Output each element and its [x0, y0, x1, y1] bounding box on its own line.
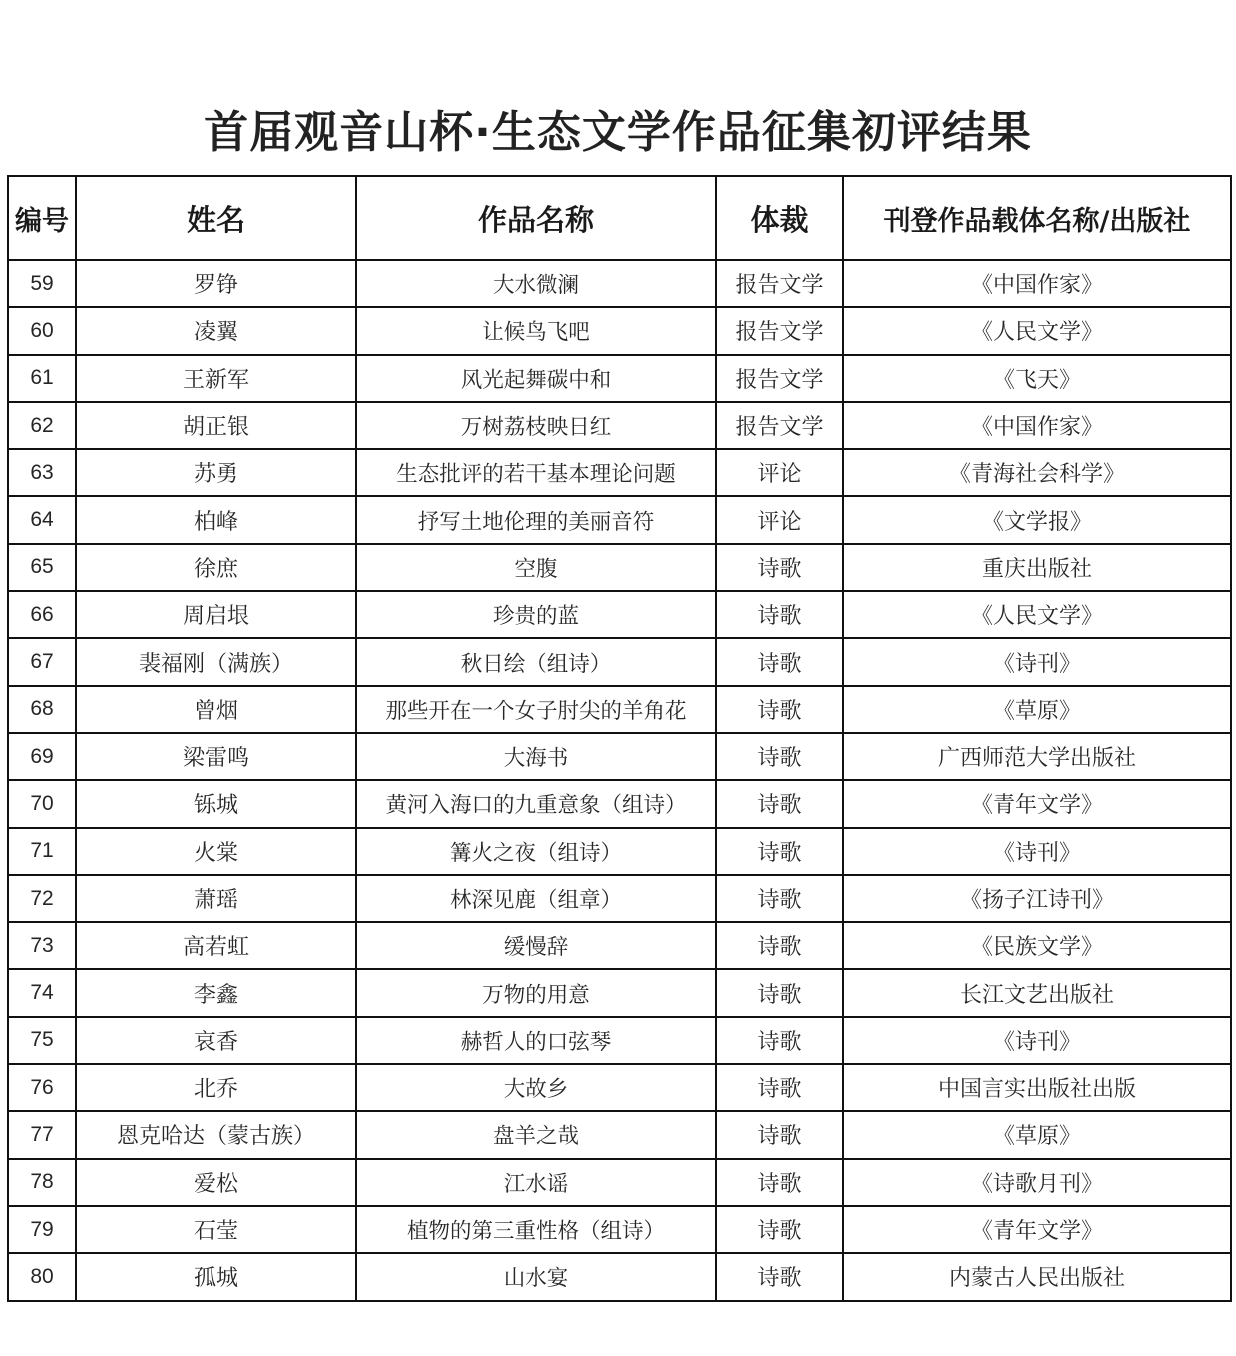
cell-genre: 评论	[716, 496, 843, 543]
cell-publisher: 《诗刊》	[843, 1017, 1231, 1064]
cell-genre: 诗歌	[716, 922, 843, 969]
cell-publisher: 《诗刊》	[843, 638, 1231, 685]
table-row	[8, 1253, 1231, 1300]
cell-number: 76	[8, 1064, 76, 1111]
cell-name: 胡正银	[76, 402, 356, 449]
table-row	[8, 307, 1231, 354]
header-row	[8, 176, 1231, 260]
cell-publisher: 《人民文学》	[843, 307, 1231, 354]
cell-number: 79	[8, 1206, 76, 1253]
table-row	[8, 828, 1231, 875]
cell-genre: 报告文学	[716, 402, 843, 449]
cell-publisher: 《文学报》	[843, 496, 1231, 543]
cell-genre: 诗歌	[716, 1064, 843, 1111]
cell-name: 曾烟	[76, 686, 356, 733]
cell-number: 66	[8, 591, 76, 638]
cell-number: 65	[8, 544, 76, 591]
cell-number: 73	[8, 922, 76, 969]
cell-work-title: 赫哲人的口弦琴	[356, 1017, 716, 1064]
cell-number: 72	[8, 875, 76, 922]
table-header	[8, 176, 1231, 260]
cell-name: 哀香	[76, 1017, 356, 1064]
table-row	[8, 780, 1231, 827]
table-row	[8, 638, 1231, 685]
cell-number: 80	[8, 1253, 76, 1300]
header-work: 作品名称	[356, 176, 716, 260]
cell-publisher: 内蒙古人民出版社	[843, 1253, 1231, 1300]
cell-name: 周启垠	[76, 591, 356, 638]
table-row	[8, 1017, 1231, 1064]
cell-number: 71	[8, 828, 76, 875]
cell-name: 铄城	[76, 780, 356, 827]
cell-publisher: 广西师范大学出版社	[843, 733, 1231, 780]
cell-number: 78	[8, 1159, 76, 1206]
cell-name: 柏峰	[76, 496, 356, 543]
header-publisher: 刊登作品载体名称/出版社	[843, 176, 1231, 260]
cell-number: 62	[8, 402, 76, 449]
cell-genre: 诗歌	[716, 1111, 843, 1158]
table-row	[8, 355, 1231, 402]
cell-genre: 报告文学	[716, 260, 843, 307]
cell-name: 高若虹	[76, 922, 356, 969]
cell-genre: 诗歌	[716, 544, 843, 591]
cell-work-title: 珍贵的蓝	[356, 591, 716, 638]
cell-work-title: 盘羊之哉	[356, 1111, 716, 1158]
table-row	[8, 449, 1231, 496]
header-genre: 体裁	[716, 176, 843, 260]
cell-work-title: 万物的用意	[356, 969, 716, 1016]
table-row	[8, 1159, 1231, 1206]
cell-name: 梁雷鸣	[76, 733, 356, 780]
cell-publisher: 《青年文学》	[843, 1206, 1231, 1253]
cell-number: 77	[8, 1111, 76, 1158]
cell-work-title: 大海书	[356, 733, 716, 780]
cell-work-title: 山水宴	[356, 1253, 716, 1300]
cell-number: 74	[8, 969, 76, 1016]
cell-genre: 诗歌	[716, 1159, 843, 1206]
table-row	[8, 591, 1231, 638]
cell-genre: 诗歌	[716, 969, 843, 1016]
cell-name: 李鑫	[76, 969, 356, 1016]
cell-genre: 诗歌	[716, 875, 843, 922]
cell-name: 罗铮	[76, 260, 356, 307]
cell-genre: 诗歌	[716, 638, 843, 685]
cell-number: 68	[8, 686, 76, 733]
cell-publisher: 《中国作家》	[843, 260, 1231, 307]
table-row	[8, 969, 1231, 1016]
cell-number: 64	[8, 496, 76, 543]
cell-publisher: 《扬子江诗刊》	[843, 875, 1231, 922]
cell-work-title: 江水谣	[356, 1159, 716, 1206]
header-name: 姓名	[76, 176, 356, 260]
cell-name: 裴福刚（满族）	[76, 638, 356, 685]
cell-name: 火棠	[76, 828, 356, 875]
table-row	[8, 544, 1231, 591]
cell-publisher: 《中国作家》	[843, 402, 1231, 449]
cell-number: 67	[8, 638, 76, 685]
cell-genre: 报告文学	[716, 355, 843, 402]
cell-work-title: 秋日绘（组诗）	[356, 638, 716, 685]
cell-number: 69	[8, 733, 76, 780]
cell-number: 70	[8, 780, 76, 827]
cell-work-title: 空腹	[356, 544, 716, 591]
cell-publisher: 《人民文学》	[843, 591, 1231, 638]
cell-number: 75	[8, 1017, 76, 1064]
cell-genre: 诗歌	[716, 1206, 843, 1253]
cell-publisher: 《草原》	[843, 686, 1231, 733]
cell-name: 凌翼	[76, 307, 356, 354]
cell-genre: 评论	[716, 449, 843, 496]
cell-name: 孤城	[76, 1253, 356, 1300]
cell-publisher: 《诗刊》	[843, 828, 1231, 875]
cell-publisher: 《诗歌月刊》	[843, 1159, 1231, 1206]
table-row	[8, 402, 1231, 449]
header-number: 编号	[8, 176, 76, 260]
cell-genre: 诗歌	[716, 733, 843, 780]
cell-work-title: 大故乡	[356, 1064, 716, 1111]
cell-name: 爱松	[76, 1159, 356, 1206]
cell-publisher: 《青年文学》	[843, 780, 1231, 827]
results-table	[7, 175, 1232, 1302]
table-row	[8, 1064, 1231, 1111]
cell-work-title: 万树荔枝映日红	[356, 402, 716, 449]
cell-work-title: 大水微澜	[356, 260, 716, 307]
cell-work-title: 篝火之夜（组诗）	[356, 828, 716, 875]
cell-genre: 报告文学	[716, 307, 843, 354]
table-row	[8, 260, 1231, 307]
cell-publisher: 《飞天》	[843, 355, 1231, 402]
cell-work-title: 那些开在一个女子肘尖的羊角花	[356, 686, 716, 733]
cell-name: 王新军	[76, 355, 356, 402]
table-row	[8, 686, 1231, 733]
table-body	[8, 260, 1231, 1301]
cell-genre: 诗歌	[716, 780, 843, 827]
cell-work-title: 生态批评的若干基本理论问题	[356, 449, 716, 496]
cell-genre: 诗歌	[716, 828, 843, 875]
cell-work-title: 抒写土地伦理的美丽音符	[356, 496, 716, 543]
cell-publisher: 《民族文学》	[843, 922, 1231, 969]
cell-work-title: 缓慢辞	[356, 922, 716, 969]
cell-genre: 诗歌	[716, 686, 843, 733]
document-title: 首届观音山杯·生态文学作品征集初评结果	[204, 107, 1032, 158]
table-row	[8, 875, 1231, 922]
cell-name: 苏勇	[76, 449, 356, 496]
cell-genre: 诗歌	[716, 1017, 843, 1064]
cell-genre: 诗歌	[716, 1253, 843, 1300]
cell-publisher: 重庆出版社	[843, 544, 1231, 591]
cell-name: 北乔	[76, 1064, 356, 1111]
cell-name: 徐庶	[76, 544, 356, 591]
table-row	[8, 922, 1231, 969]
cell-name: 恩克哈达（蒙古族）	[76, 1111, 356, 1158]
cell-publisher: 中国言实出版社出版	[843, 1064, 1231, 1111]
cell-publisher: 《草原》	[843, 1111, 1231, 1158]
cell-number: 59	[8, 260, 76, 307]
cell-number: 63	[8, 449, 76, 496]
cell-name: 石莹	[76, 1206, 356, 1253]
cell-work-title: 林深见鹿（组章）	[356, 875, 716, 922]
cell-genre: 诗歌	[716, 591, 843, 638]
cell-name: 萧瑶	[76, 875, 356, 922]
cell-number: 60	[8, 307, 76, 354]
cell-publisher: 长江文艺出版社	[843, 969, 1231, 1016]
table-row	[8, 733, 1231, 780]
cell-work-title: 让候鸟飞吧	[356, 307, 716, 354]
cell-number: 61	[8, 355, 76, 402]
table-row	[8, 1111, 1231, 1158]
cell-publisher: 《青海社会科学》	[843, 449, 1231, 496]
table-row	[8, 1206, 1231, 1253]
table-row	[8, 496, 1231, 543]
cell-work-title: 植物的第三重性格（组诗）	[356, 1206, 716, 1253]
cell-work-title: 黄河入海口的九重意象（组诗）	[356, 780, 716, 827]
cell-work-title: 风光起舞碳中和	[356, 355, 716, 402]
